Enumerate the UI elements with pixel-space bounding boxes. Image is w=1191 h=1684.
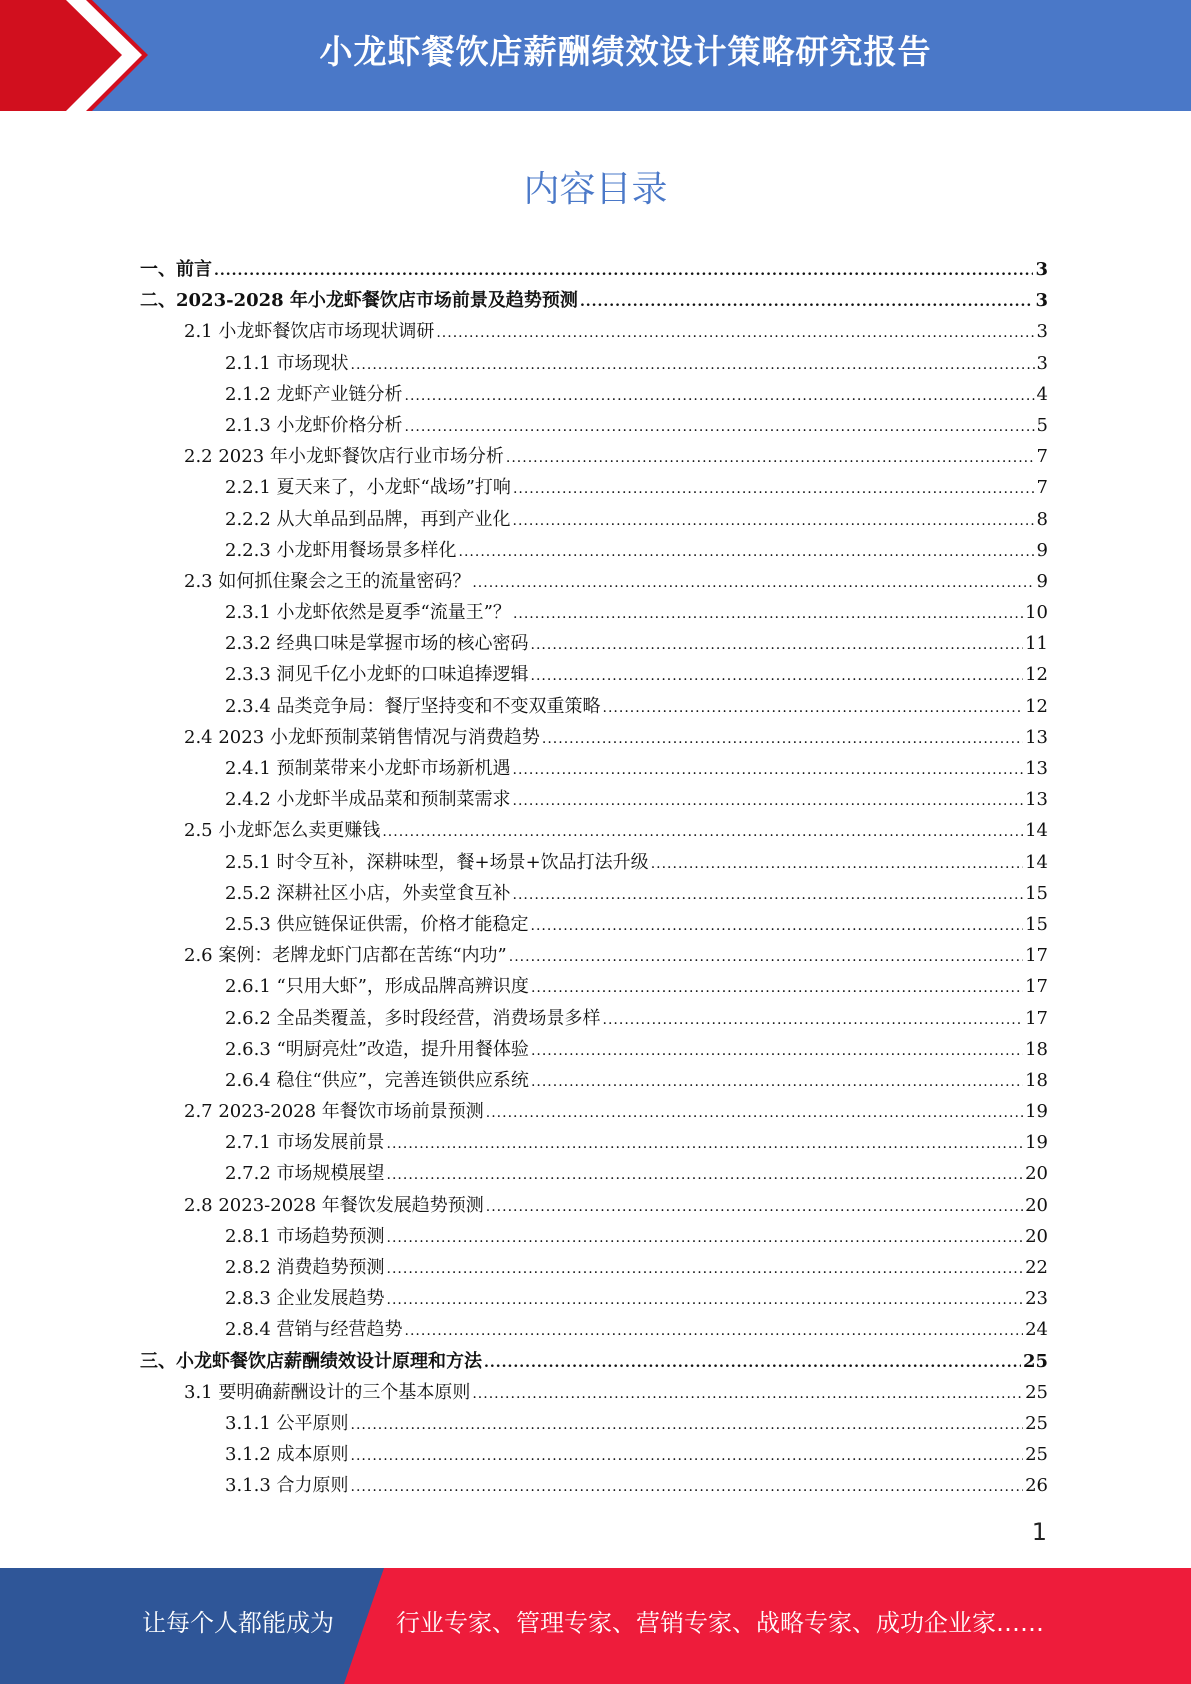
toc-entry-page: 19 (1025, 1101, 1048, 1123)
toc-entry-page: 17 (1025, 945, 1048, 967)
toc-dot-leader (531, 1034, 1023, 1065)
toc-entry-label: 3.1.2 成本原则 (225, 1444, 349, 1466)
toc-entry-label: 2.7 2023-2028 年餐饮市场前景预测 (184, 1101, 484, 1123)
toc-entry[interactable] (140, 1439, 1048, 1470)
toc-entry-page: 22 (1025, 1257, 1048, 1278)
toc-entry-page: 13 (1025, 726, 1048, 748)
toc-entry-page: 20 (1025, 1225, 1048, 1247)
toc-entry-label: 2.2.2 从大单品到品牌，再到产业化 (225, 508, 511, 530)
toc-entry-page: 15 (1025, 882, 1048, 904)
toc-entry[interactable] (140, 1314, 1048, 1345)
toc-entry-page: 3 (1035, 290, 1048, 312)
toc-entry-label: 2.7.2 市场规模展望 (225, 1163, 385, 1185)
toc-dot-leader (531, 628, 1024, 659)
toc-dot-leader (405, 379, 1035, 410)
toc-dot-leader (531, 971, 1023, 1002)
toc-entry-label: 2.5 小龙虾怎么卖更赚钱 (184, 820, 381, 842)
toc-entry-label: 2.6 案例：老牌龙虾门店都在苦练“内功” (184, 945, 507, 967)
toc-dot-leader (472, 1377, 1023, 1408)
toc-entry[interactable] (140, 1158, 1048, 1189)
toc-entry-page: 18 (1025, 1069, 1048, 1091)
toc-entry-label: 一、前言 (140, 259, 212, 280)
toc-entry[interactable] (140, 909, 1048, 940)
toc-entry-page: 23 (1025, 1288, 1048, 1310)
toc-entry-page: 7 (1036, 477, 1048, 499)
toc-entry[interactable] (140, 535, 1048, 566)
toc-entry-page: 13 (1025, 789, 1048, 811)
toc-entry[interactable] (140, 784, 1048, 815)
toc-dot-leader (382, 815, 1023, 846)
header-banner (0, 0, 1191, 111)
toc-entry-label: 2.1 小龙虾餐饮店市场现状调研 (184, 321, 435, 343)
toc-dot-leader (506, 441, 1035, 472)
toc-entry-label: 2.8.1 市场趋势预测 (225, 1225, 385, 1247)
toc-entry-label: 2.1.3 小龙虾价格分析 (225, 414, 403, 436)
toc-entry-page: 12 (1025, 664, 1048, 686)
toc-entry[interactable] (140, 504, 1048, 535)
toc-dot-leader (531, 1065, 1023, 1096)
toc-dot-leader (436, 316, 1034, 347)
table-of-contents (140, 254, 1048, 1502)
toc-entry[interactable] (140, 971, 1048, 1002)
toc-entry-label: 3.1.3 合力原则 (225, 1475, 349, 1497)
footer-banner (0, 1568, 1191, 1684)
toc-entry-page: 4 (1036, 383, 1048, 405)
toc-dot-leader (405, 410, 1035, 441)
toc-dot-leader (580, 285, 1034, 316)
toc-entry-label: 2.6.4 稳住“供应”，完善连锁供应系统 (225, 1069, 529, 1091)
toc-entry-page: 20 (1025, 1163, 1048, 1185)
report-title: 小龙虾餐饮店薪酬绩效设计策略研究报告 (319, 32, 932, 71)
toc-entry-page: 12 (1025, 695, 1048, 717)
toc-entry-page: 25 (1025, 1381, 1048, 1403)
toc-entry-page: 3 (1036, 352, 1048, 374)
toc-entry-page: 25 (1022, 1350, 1048, 1372)
toc-dot-leader (603, 691, 1024, 722)
toc-entry[interactable] (140, 1127, 1048, 1158)
toc-dot-leader (513, 878, 1024, 909)
toc-entry-page: 14 (1025, 851, 1048, 873)
toc-dot-leader (405, 1314, 1024, 1345)
toc-entry-page: 8 (1036, 508, 1048, 530)
toc-dot-leader (351, 1470, 1024, 1501)
toc-entry[interactable] (140, 1283, 1048, 1314)
toc-entry-page: 26 (1025, 1475, 1048, 1497)
toc-entry-label: 2.3.3 洞见千亿小龙虾的口味追捧逻辑 (225, 664, 529, 686)
toc-entry-page: 3 (1036, 321, 1048, 343)
toc-dot-leader (513, 784, 1024, 815)
toc-dot-leader (387, 1221, 1024, 1252)
toc-entry-label: 2.7.1 市场发展前景 (225, 1132, 385, 1154)
toc-entry-page: 9 (1036, 539, 1048, 561)
toc-dot-leader (603, 1003, 1024, 1034)
toc-entry-label: 2.4.1 预制菜带来小龙虾市场新机遇 (225, 758, 511, 779)
toc-dot-leader (513, 753, 1024, 784)
toc-entry-label: 2.8.4 营销与经营趋势 (225, 1319, 403, 1341)
toc-entry-label: 2.2 2023 年小龙虾餐饮店行业市场分析 (184, 446, 504, 468)
toc-entry-page: 17 (1025, 976, 1048, 998)
toc-dot-leader (513, 472, 1035, 503)
toc-entry[interactable] (140, 1065, 1048, 1096)
toc-entry[interactable] (140, 659, 1048, 690)
toc-dot-leader (459, 535, 1035, 566)
toc-entry[interactable] (140, 628, 1048, 659)
toc-dot-leader (531, 909, 1024, 940)
toc-entry[interactable] (140, 1221, 1048, 1252)
toc-entry-page: 5 (1036, 414, 1048, 436)
toc-entry[interactable] (140, 379, 1048, 410)
toc-dot-leader (484, 1346, 1021, 1377)
toc-entry-label: 2.6.2 全品类覆盖，多时段经营，消费场景多样 (225, 1007, 601, 1029)
toc-entry-page: 25 (1025, 1412, 1048, 1434)
toc-entry-page: 9 (1036, 570, 1048, 592)
toc-entry-page: 3 (1035, 259, 1048, 280)
toc-entry[interactable] (140, 441, 1048, 472)
toc-dot-leader (472, 566, 1034, 597)
toc-entry[interactable] (140, 691, 1048, 722)
toc-entry[interactable] (140, 815, 1048, 846)
toc-entry-label: 三、小龙虾餐饮店薪酬绩效设计原理和方法 (140, 1350, 482, 1372)
toc-entry[interactable] (140, 940, 1048, 971)
toc-entry[interactable] (140, 1470, 1048, 1501)
toc-entry[interactable] (140, 410, 1048, 441)
toc-entry-label: 二、2023-2028 年小龙虾餐饮店市场前景及趋势预测 (140, 290, 578, 312)
toc-dot-leader (387, 1127, 1024, 1158)
toc-entry-page: 7 (1036, 446, 1048, 468)
toc-entry[interactable] (140, 878, 1048, 909)
toc-entry[interactable] (140, 1003, 1048, 1034)
toc-dot-leader (351, 1439, 1024, 1470)
toc-dot-leader (486, 1096, 1023, 1127)
toc-entry-page: 24 (1025, 1319, 1048, 1341)
toc-entry[interactable] (140, 1034, 1048, 1065)
toc-entry[interactable] (140, 472, 1048, 503)
toc-entry[interactable] (140, 1408, 1048, 1439)
toc-entry-label: 2.1.1 市场现状 (225, 352, 349, 374)
toc-dot-leader (351, 348, 1035, 379)
toc-entry-label: 2.6.3 “明厨亮灶”改造，提升用餐体验 (225, 1038, 529, 1060)
toc-entry-label: 2.4 2023 小龙虾预制菜销售情况与消费趋势 (184, 726, 540, 748)
toc-dot-leader (651, 847, 1023, 878)
toc-entry-label: 2.8.3 企业发展趋势 (225, 1288, 385, 1310)
toc-dot-leader (387, 1252, 1024, 1283)
toc-entry-label: 2.3.2 经典口味是掌握市场的核心密码 (225, 633, 529, 655)
toc-entry[interactable] (140, 1096, 1048, 1127)
toc-entry[interactable] (140, 316, 1048, 347)
toc-entry-page: 19 (1025, 1132, 1048, 1154)
toc-entry[interactable] (140, 597, 1048, 628)
toc-entry[interactable] (140, 1252, 1048, 1283)
toc-dot-leader (387, 1158, 1024, 1189)
toc-entry-label: 2.3 如何抓住聚会之王的流量密码？ (184, 570, 471, 592)
toc-entry-label: 2.6.1 “只用大虾”，形成品牌高辨识度 (225, 976, 529, 998)
toc-entry-label: 2.8.2 消费趋势预测 (225, 1257, 385, 1278)
page-number: 1 (1031, 1518, 1047, 1546)
toc-entry-page: 10 (1025, 602, 1048, 624)
toc-dot-leader (214, 254, 1033, 285)
toc-title: 内容目录 (523, 169, 668, 210)
toc-dot-leader (509, 940, 1023, 971)
toc-entry[interactable] (140, 254, 1048, 285)
toc-entry-page: 18 (1025, 1038, 1048, 1060)
toc-dot-leader (531, 659, 1024, 690)
toc-entry-label: 2.5.1 时令互补，深耕味型，餐+场景+饮品打法升级 (225, 851, 649, 873)
toc-entry[interactable] (140, 1346, 1048, 1377)
toc-dot-leader (542, 722, 1023, 753)
toc-dot-leader (351, 1408, 1024, 1439)
toc-dot-leader (486, 1190, 1023, 1221)
toc-entry[interactable] (140, 753, 1048, 784)
toc-entry-label: 2.4.2 小龙虾半成品菜和预制菜需求 (225, 789, 511, 811)
toc-entry-page: 20 (1025, 1194, 1048, 1216)
toc-entry[interactable] (140, 722, 1048, 753)
toc-entry[interactable] (140, 1377, 1048, 1408)
toc-entry-label: 2.2.1 夏天来了，小龙虾“战场”打响 (225, 477, 511, 499)
toc-entry[interactable] (140, 285, 1048, 316)
toc-dot-leader (513, 597, 1023, 628)
toc-entry-page: 11 (1025, 633, 1048, 655)
toc-entry-label: 2.3.1 小龙虾依然是夏季“流量王”？ (225, 602, 511, 624)
toc-entry-label: 2.5.2 深耕社区小店，外卖堂食互补 (225, 882, 511, 904)
toc-entry-label: 2.2.3 小龙虾用餐场景多样化 (225, 539, 457, 561)
toc-entry-label: 2.3.4 品类竞争局：餐厅坚持变和不变双重策略 (225, 695, 601, 717)
toc-entry[interactable] (140, 348, 1048, 379)
toc-entry[interactable] (140, 1190, 1048, 1221)
toc-entry-label: 2.1.2 龙虾产业链分析 (225, 383, 403, 405)
toc-entry-page: 14 (1025, 820, 1048, 842)
toc-entry-label: 3.1 要明确薪酬设计的三个基本原则 (184, 1381, 471, 1403)
footer-roles: 行业专家、管理专家、营销专家、战略专家、成功企业家…… (396, 1609, 1044, 1637)
toc-entry-label: 2.8 2023-2028 年餐饮发展趋势预测 (184, 1194, 484, 1216)
toc-dot-leader (387, 1283, 1024, 1314)
toc-dot-leader (513, 504, 1035, 535)
toc-entry[interactable] (140, 566, 1048, 597)
toc-entry-label: 2.5.3 供应链保证供需，价格才能稳定 (225, 913, 529, 935)
footer-slogan: 让每个人都能成为 (142, 1609, 334, 1637)
toc-entry-page: 25 (1025, 1444, 1048, 1466)
toc-entry-page: 15 (1025, 913, 1048, 935)
toc-entry-label: 3.1.1 公平原则 (225, 1412, 349, 1434)
toc-entry-page: 17 (1025, 1007, 1048, 1029)
toc-entry-page: 13 (1025, 758, 1048, 779)
toc-entry[interactable] (140, 847, 1048, 878)
